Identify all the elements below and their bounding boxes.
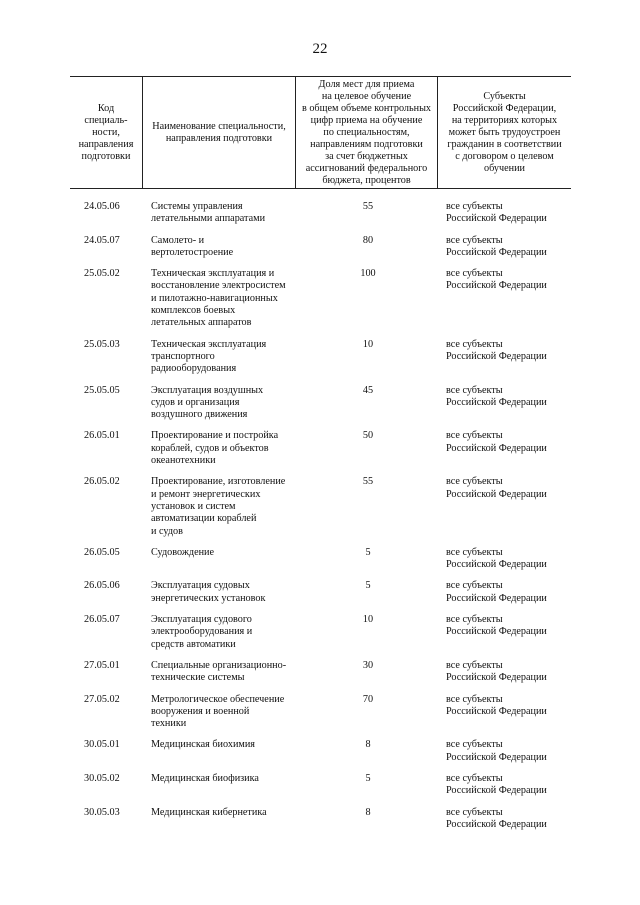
table-row (70, 430, 571, 467)
header-code: Код специаль- ности, направления подготовки (70, 77, 143, 188)
row-code: 27.05.01 (84, 659, 120, 671)
table-row (70, 739, 571, 764)
row-subjects: все субъекты Российской Федерации (446, 693, 547, 717)
table-row (70, 580, 571, 605)
row-code: 24.05.07 (84, 234, 120, 246)
row-subjects: все субъекты Российской Федерации (446, 201, 547, 225)
row-code: 27.05.02 (84, 693, 120, 705)
row-code: 26.05.05 (84, 546, 120, 558)
row-share: 10 (362, 614, 374, 626)
row-name: Проектирование, изготовление и ремонт энергетических установок и систем автоматизации кораблей и судов (151, 476, 286, 537)
table-body (70, 201, 571, 840)
table-row (70, 476, 571, 537)
header-share: Доля мест для приема на целевое обучение в общем объеме контрольных цифр приема на обучение по специальностям, направлениям подготовки за счет бюджетных ассигнований федерального бюджета, процентов (296, 77, 438, 188)
table-row (70, 235, 571, 260)
row-code: 30.05.03 (84, 806, 120, 818)
row-subjects: все субъекты Российской Федерации (446, 384, 547, 408)
row-subjects: все субъекты Российской Федерации (446, 430, 547, 454)
row-name: Медицинская биофизика (151, 772, 259, 784)
table-row (70, 807, 571, 832)
row-name: Медицинская биохимия (151, 739, 255, 751)
row-code: 26.05.01 (84, 430, 120, 442)
page-number: 22 (312, 41, 328, 57)
row-share: 10 (362, 338, 374, 350)
row-share: 30 (362, 659, 374, 671)
row-subjects: все субъекты Российской Федерации (446, 739, 547, 763)
row-share: 5 (365, 580, 371, 592)
table-row (70, 201, 571, 226)
row-subjects: все субъекты Российской Федерации (446, 580, 547, 604)
row-share: 55 (362, 201, 374, 212)
row-share: 8 (365, 739, 371, 751)
row-share: 70 (362, 693, 374, 705)
row-share: 45 (362, 384, 374, 396)
row-share: 50 (362, 430, 374, 442)
row-subjects: все субъекты Российской Федерации (446, 772, 547, 797)
row-name: Самолето- и вертолетостроение (151, 234, 234, 258)
row-subjects: все субъекты Российской Федерации (446, 234, 547, 258)
row-name: Системы управления летательными аппаратами (151, 201, 266, 225)
row-share: 55 (362, 476, 374, 488)
row-code: 30.05.02 (84, 772, 120, 784)
row-subjects: все субъекты Российской Федерации (446, 806, 547, 830)
row-code: 30.05.01 (84, 739, 120, 751)
row-code: 26.05.02 (84, 476, 120, 488)
row-subjects: все субъекты Российской Федерации (446, 268, 547, 292)
row-name: Эксплуатация воздушных судов и организация воздушного движения (151, 384, 264, 421)
row-code: 24.05.06 (84, 201, 120, 212)
row-code: 26.05.07 (84, 614, 120, 626)
row-name: Медицинская кибернетика (151, 806, 267, 818)
row-subjects: все субъекты Российской Федерации (446, 614, 547, 638)
table-row (70, 773, 571, 798)
header-subjects: Субъекты Российской Федерации, на территориях которых может быть трудоустроен гражданин в соответствии с договором о целевом обучении (447, 90, 562, 174)
row-name: Техническая эксплуатация транспортного радиооборудования (151, 338, 267, 375)
row-name: Техническая эксплуатация и восстановление электросистем и пилотажно-навигационных комплексов боевых летательных аппаратов (151, 268, 286, 329)
row-share: 5 (365, 772, 371, 784)
row-name: Эксплуатация судовых энергетических установок (151, 580, 266, 604)
table-row (70, 339, 571, 376)
table-row (70, 694, 571, 731)
row-code: 25.05.03 (84, 338, 120, 350)
row-share: 5 (365, 546, 371, 558)
table-row (70, 614, 571, 651)
row-subjects: все субъекты Российской Федерации (446, 476, 547, 500)
row-name: Метрологическое обеспечение вооружения и военной техники (151, 693, 285, 730)
row-name: Эксплуатация судового электрооборудования и средств автоматики (151, 614, 253, 650)
row-code: 25.05.05 (84, 384, 120, 396)
table-row (70, 660, 571, 685)
table-header (70, 76, 571, 189)
row-name: Специальные организационно- технические системы (151, 659, 287, 684)
row-share: 8 (365, 806, 371, 818)
row-subjects: все субъекты Российской Федерации (446, 659, 547, 684)
row-share: 80 (362, 234, 374, 246)
header-name: Наименование специальности, направления подготовки (143, 77, 296, 188)
table-row (70, 268, 571, 329)
table-row (70, 385, 571, 422)
row-share: 100 (360, 268, 376, 280)
row-subjects: все субъекты Российской Федерации (446, 338, 547, 362)
row-subjects: все субъекты Российской Федерации (446, 546, 547, 571)
row-code: 26.05.06 (84, 580, 120, 592)
row-code: 25.05.02 (84, 268, 120, 280)
row-name: Проектирование и постройка кораблей, судов и объектов океанотехники (151, 430, 279, 467)
row-name: Судовождение (151, 546, 215, 558)
table-row (70, 547, 571, 572)
